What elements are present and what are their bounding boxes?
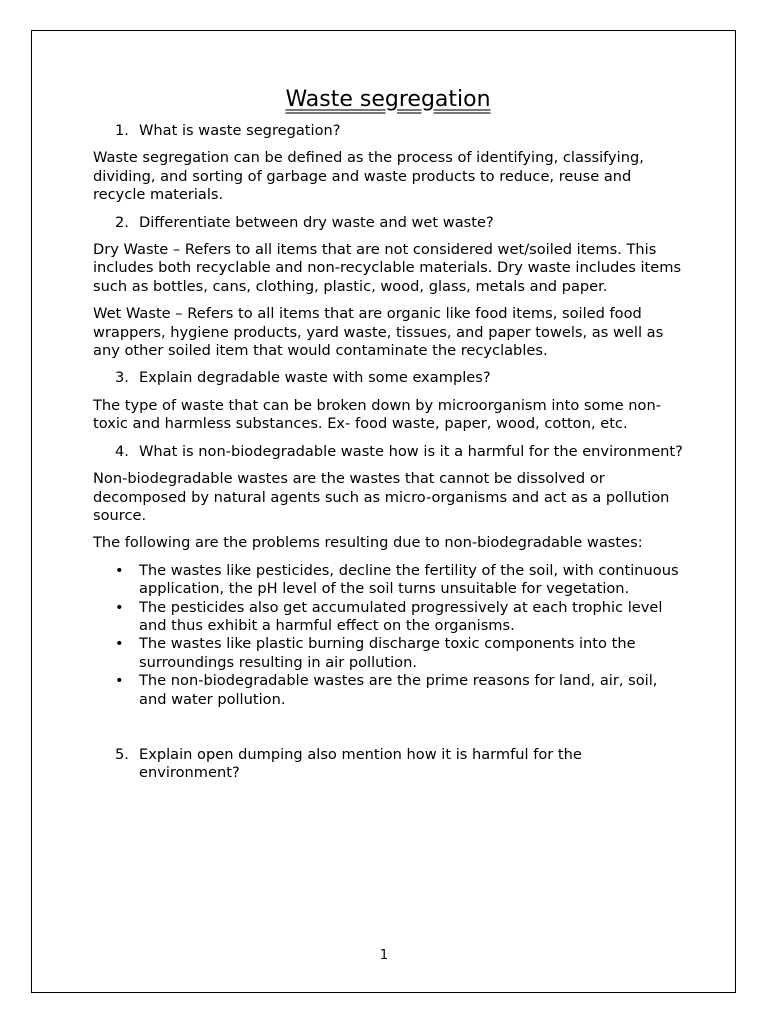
bullet-icon: • <box>115 598 124 616</box>
list-item-text: The wastes like plastic burning discharge toxic components into the surroundings resulting in air pollution. <box>139 635 636 671</box>
question-number: 4. <box>115 442 129 460</box>
list-item <box>93 562 683 599</box>
question-number: 5. <box>115 745 129 763</box>
answer-3: The type of waste that can be broken down by microorganism into some non-toxic and harmless substances. Ex- food waste, paper, wood, cotton, etc. <box>93 396 661 433</box>
spacer <box>93 718 683 746</box>
list-item-text: The pesticides also get accumulated progressively at each trophic level and thus exhibit a harmful effect on the organisms. <box>139 598 663 634</box>
bullet-icon: • <box>115 672 124 690</box>
list-item-text: The non-biodegradable wastes are the prime reasons for land, air, soil, and water pollution. <box>139 672 658 708</box>
question-text: Explain degradable waste with some examples? <box>139 369 491 387</box>
question-1 <box>93 122 683 140</box>
answer-2-dry-waste: Dry Waste – Refers to all items that are not considered wet/soiled items. This includes both recyclable and non-recyclable materials. Dry waste includes items such as bottles, cans, clothing, plastic, wood, glass, metals and paper. <box>93 241 682 295</box>
answer-4-intro: The following are the problems resulting due to non-biodegradable wastes: <box>93 534 643 552</box>
question-3 <box>93 369 683 387</box>
question-number: 3. <box>115 369 129 387</box>
page-number: 1 <box>379 948 389 963</box>
question-text: Explain open dumping also mention how it is harmful for the environment? <box>139 745 582 782</box>
list-item <box>93 599 683 636</box>
document-title: Waste segregation <box>285 87 491 112</box>
bullet-icon: • <box>115 561 124 579</box>
list-item <box>93 672 683 709</box>
question-2 <box>93 214 683 232</box>
question-text: What is waste segregation? <box>139 122 341 139</box>
question-text: What is non-biodegradable waste how is it a harmful for the environment? <box>139 442 683 460</box>
bullet-icon: • <box>115 635 124 653</box>
list-item-text: The wastes like pesticides, decline the fertility of the soil, with continuous application, the pH level of the soil turns unsuitable for vegetation. <box>139 561 679 598</box>
list-item <box>93 635 683 672</box>
question-5 <box>93 746 683 783</box>
answer-4: Non-biodegradable wastes are the wastes that cannot be dissolved or decomposed by natural agents such as micro-organisms and act as a pollution source. <box>93 470 670 524</box>
question-number: 2. <box>115 213 129 231</box>
problems-list <box>93 562 683 709</box>
answer-1: Waste segregation can be defined as the process of identifying, classifying, dividing, and sorting of garbage and waste products to reduce, reuse and recycle materials. <box>93 149 644 204</box>
answer-2-wet-waste: Wet Waste – Refers to all items that are organic like food items, soiled food wrappers, hygiene products, yard waste, tissues, and paper towels, as well as any other soiled item that would contaminate the recyclables. <box>93 305 664 360</box>
document-body <box>93 86 683 792</box>
question-4 <box>93 443 683 461</box>
question-number: 1. <box>115 122 129 139</box>
question-text: Differentiate between dry waste and wet waste? <box>139 213 494 231</box>
